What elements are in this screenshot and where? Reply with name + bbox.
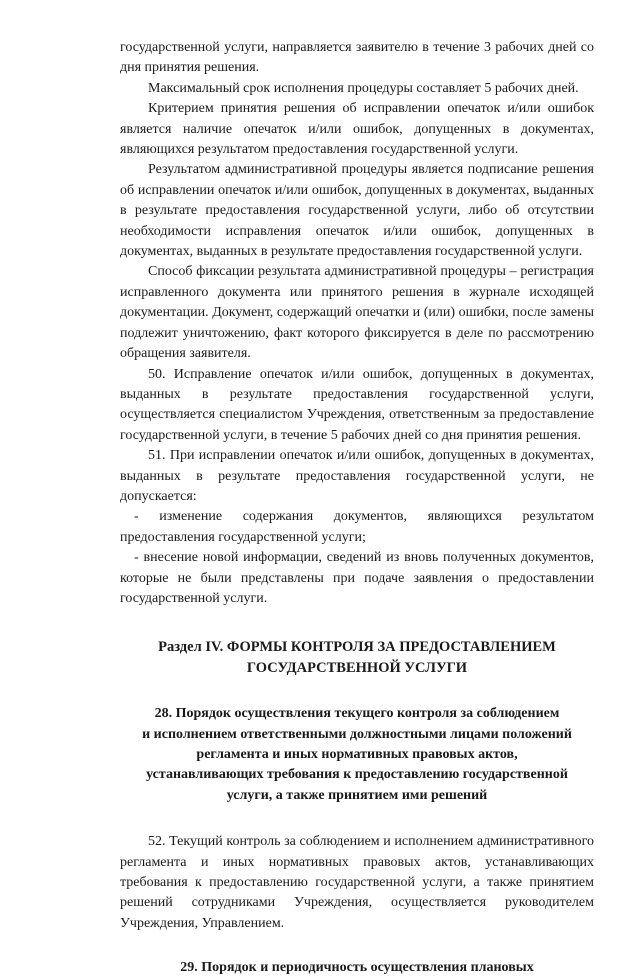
section-title <box>120 637 594 678</box>
subsection-28-line-1: 28. Порядок осуществления текущего контроля за соблюдением <box>154 706 560 722</box>
subsection-28-line-4: устанавливающих требования к предоставлению государственной <box>146 767 568 783</box>
subsection-29-title <box>120 958 594 978</box>
paragraph-result: Результатом административной процедуры является подписание решения об исправлении опечаток и/или ошибок, допущенных в документах, выданных в результате предоставления государственной услуги, либо об отсутствии необходимости исправления опечаток и/или ошибок, допущенных в документах, выданных в результате предоставления государственной услуги. <box>120 162 594 260</box>
paragraph-criterion: Критерием принятия решения об исправлении опечаток и/или ошибок является наличие опечаток и/или ошибок, допущенных в документах, являющихся результатом предоставления государственной услуги. <box>120 101 594 158</box>
subsection-28-line-3: регламента и иных нормативных правовых актов, <box>196 747 518 762</box>
section-title-line-2: ГОСУДАРСТВЕННОЙ УСЛУГИ <box>246 659 468 676</box>
subsection-29-line-1: 29. Порядок и периодичность осуществления плановых <box>180 960 534 976</box>
list-item-new-info: - внесение новой информации, сведений из вновь полученных документов, которые не были представлены при подаче заявления о предоставлении государственной услуги. <box>120 550 594 606</box>
paragraph-52: 52. Текущий контроль за соблюдением и исполнением административного регламента и иных нормативных правовых актов, устанавливающих требования к предоставлению государственной услуги, а также принятием решений сотрудниками Учреждения, осуществляется руководителем Учреждения, Управлением. <box>120 834 594 931</box>
paragraph-50: 50. Исправление опечаток и/или ошибок, допущенных в документах, выданных в результате предоставления государственной услуги, осуществляется специалистом Учреждения, ответственным за предоставление государственной услуги, в течение 5 рабочих дней со дня принятия решения. <box>120 366 594 443</box>
paragraph-51: 51. При исправлении опечаток и/или ошибок, допущенных в документах, выданных в результате предоставления государственной услуги, не допускается: <box>120 448 594 504</box>
paragraph-continuation: государственной услуги, направляется заявителю в течение 3 рабочих дней со дня принятия решения. <box>120 40 594 76</box>
paragraph-max-term: Максимальный срок исполнения процедуры составляет 5 рабочих дней. <box>148 80 579 96</box>
list-item-content-change: - изменение содержания документов, являющихся результатом предоставления государственной услуги; <box>120 509 594 545</box>
paragraph-fixation: Способ фиксации результата административной процедуры – регистрация исправленного документа или принятого решения в журнале исходящей документации. Документ, содержащий опечатки и (или) ошибки, после замены подлежит уничтожению, факт которого фиксируется в деле по рассмотрению обращения заявителя. <box>120 264 594 362</box>
subsection-28-title <box>120 704 594 806</box>
subsection-28-line-5: услуги, а также принятием ими решений <box>226 787 488 803</box>
section-title-line-1: Раздел IV. ФОРМЫ КОНТРОЛЯ ЗА ПРЕДОСТАВЛЕНИЕМ <box>158 639 556 656</box>
document-page <box>120 38 594 979</box>
subsection-28-line-2: и исполнением ответственными должностными лицами положений <box>142 726 572 742</box>
